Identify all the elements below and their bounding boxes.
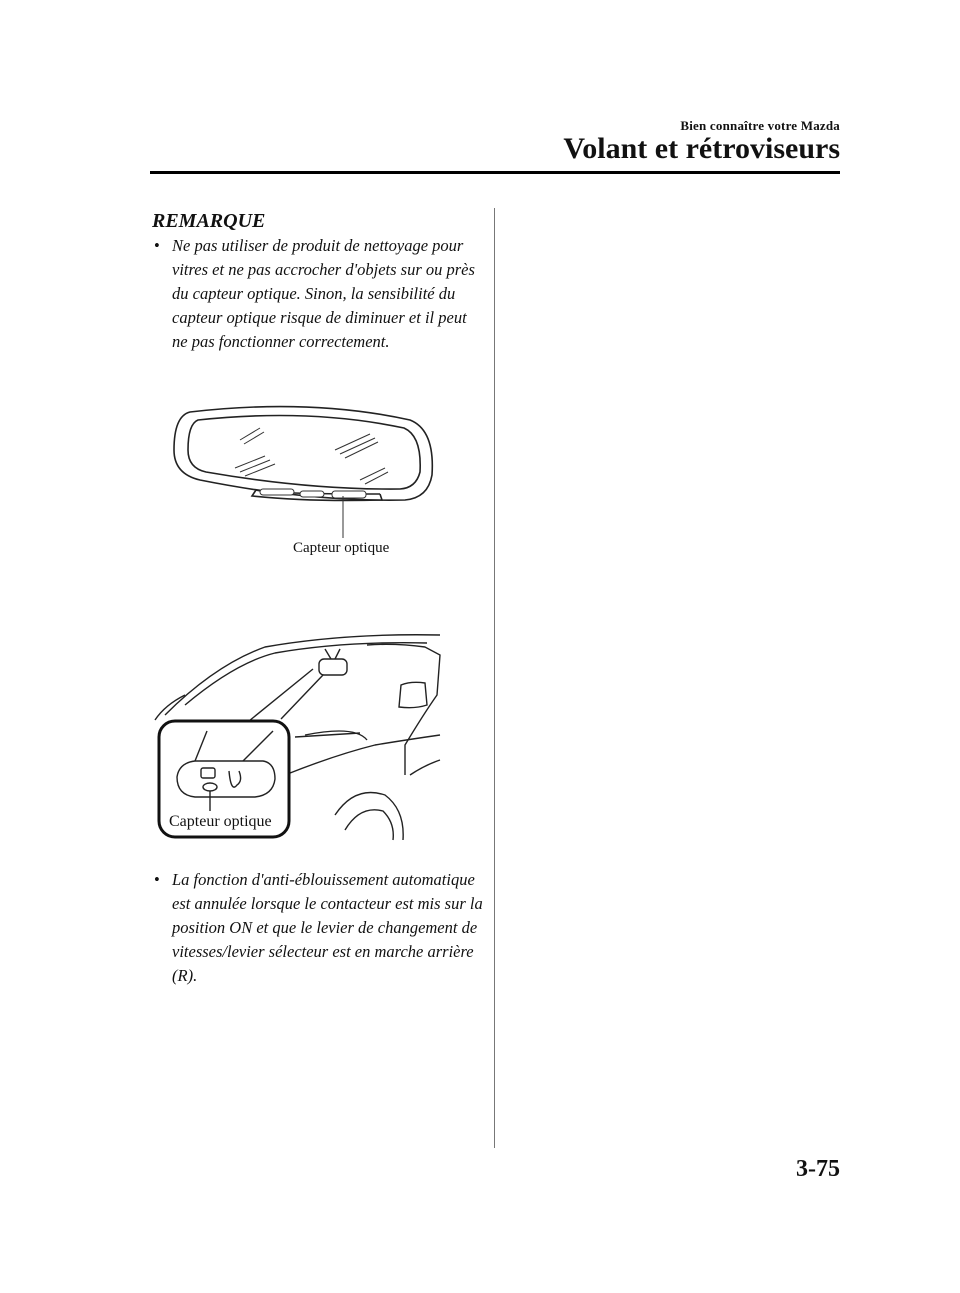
column-divider xyxy=(494,208,495,1148)
page-number: 3-75 xyxy=(796,1156,840,1182)
section-label: Bien connaître votre Mazda xyxy=(680,118,840,133)
note-bullet xyxy=(154,234,484,354)
note-bullet-text: Ne pas utiliser de produit de nettoyage pour vitres et ne pas accrocher d'objets sur ou près du capteur optique. Sinon, la sensibilité du capteur optique risque de diminuer et il peut ne pas fonctionner correctement. xyxy=(172,236,475,351)
note-title: REMARQUE xyxy=(152,210,266,232)
mirror-illustration xyxy=(160,390,450,540)
note-bullet-text: La fonction d'anti-éblouissement automatique est annulée lorsque le contacteur est mis sur la position ON et que le levier de changement de vitesses/levier sélecteur est en marche arrière (R). xyxy=(172,870,483,985)
mirror-caption: Capteur optique xyxy=(293,540,390,556)
page-title: Volant et rétroviseurs xyxy=(563,132,840,165)
bullet-dot-icon: • xyxy=(154,870,160,889)
bullet-dot-icon: • xyxy=(154,236,160,255)
note-bullet xyxy=(154,868,484,988)
header-rule xyxy=(150,171,840,174)
car-illustration xyxy=(155,625,445,840)
car-caption: Capteur optique xyxy=(169,813,272,830)
